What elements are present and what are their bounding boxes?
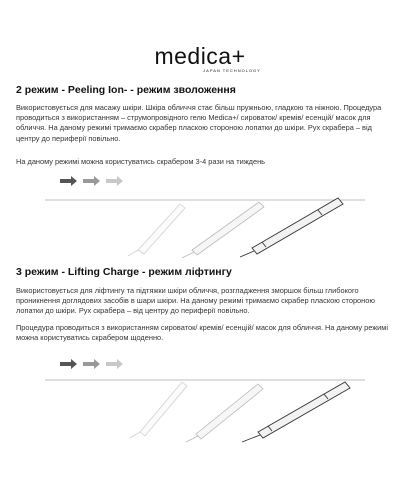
brand-logo-tagline: JAPAN TECHNOLOGY — [203, 68, 261, 73]
arrow-icon — [60, 176, 77, 186]
section-2-frequency-note: На даному режимі можна користуватись скрабером 3-4 рази на тиждень — [16, 157, 266, 166]
scrubber-faded-icon — [186, 384, 263, 442]
motion-arrows — [60, 359, 123, 369]
section-3-description: Використовується для ліфтингу та підтяжки шкіри обличчя, розгладження зморшок більш глибокого проникнення доглядових засобів в шари шкіри. На даному режимі тримаємо скрабер пласкою стороною лопатки до шкіри. Рух скрабера – від центру до периферії повільно. — [16, 286, 375, 316]
brand-logo — [0, 44, 400, 73]
motion-arrows — [60, 176, 123, 186]
scrubber-faded-icon — [182, 202, 264, 258]
arrow-icon — [83, 359, 100, 369]
section-3-scrubber-illustration — [0, 352, 400, 446]
arrow-icon — [83, 176, 100, 186]
scrubber-ghost-icon — [128, 204, 185, 256]
section-2-title: 2 режим - Peeling Ion- - режим зволоження — [16, 84, 236, 96]
arrow-icon — [106, 359, 123, 369]
section-3-usage-note: Процедура проводиться з використанням сироваток/ кремів/ есенцій/ масок для обличчя. На даному режимі можна користуватись скрабером щоденно. — [16, 323, 389, 343]
arrow-icon — [60, 359, 77, 369]
section-3-title: 3 режим - Lifting Charge - режим ліфтингу — [16, 266, 232, 278]
brand-logo-name: medica+ — [154, 43, 246, 69]
section-2-scrubber-illustration — [0, 168, 400, 258]
scrubber-ghost-icon — [130, 382, 187, 438]
section-2-description: Використовується для масажу шкіри. Шкіра обличчя стає більш пружньою, гладкою та ніжною. Процедура проводиться з використанням – струмопровідного гелю Medica+/ сироваток/ кремів/ есенцій/ масок для обличчя. На даному режимі тримаємо скрабер пласкою стороною лопатки до шкіри. Рух скрабера – від центру до периферії повільно. — [16, 103, 382, 143]
arrow-icon — [106, 176, 123, 186]
